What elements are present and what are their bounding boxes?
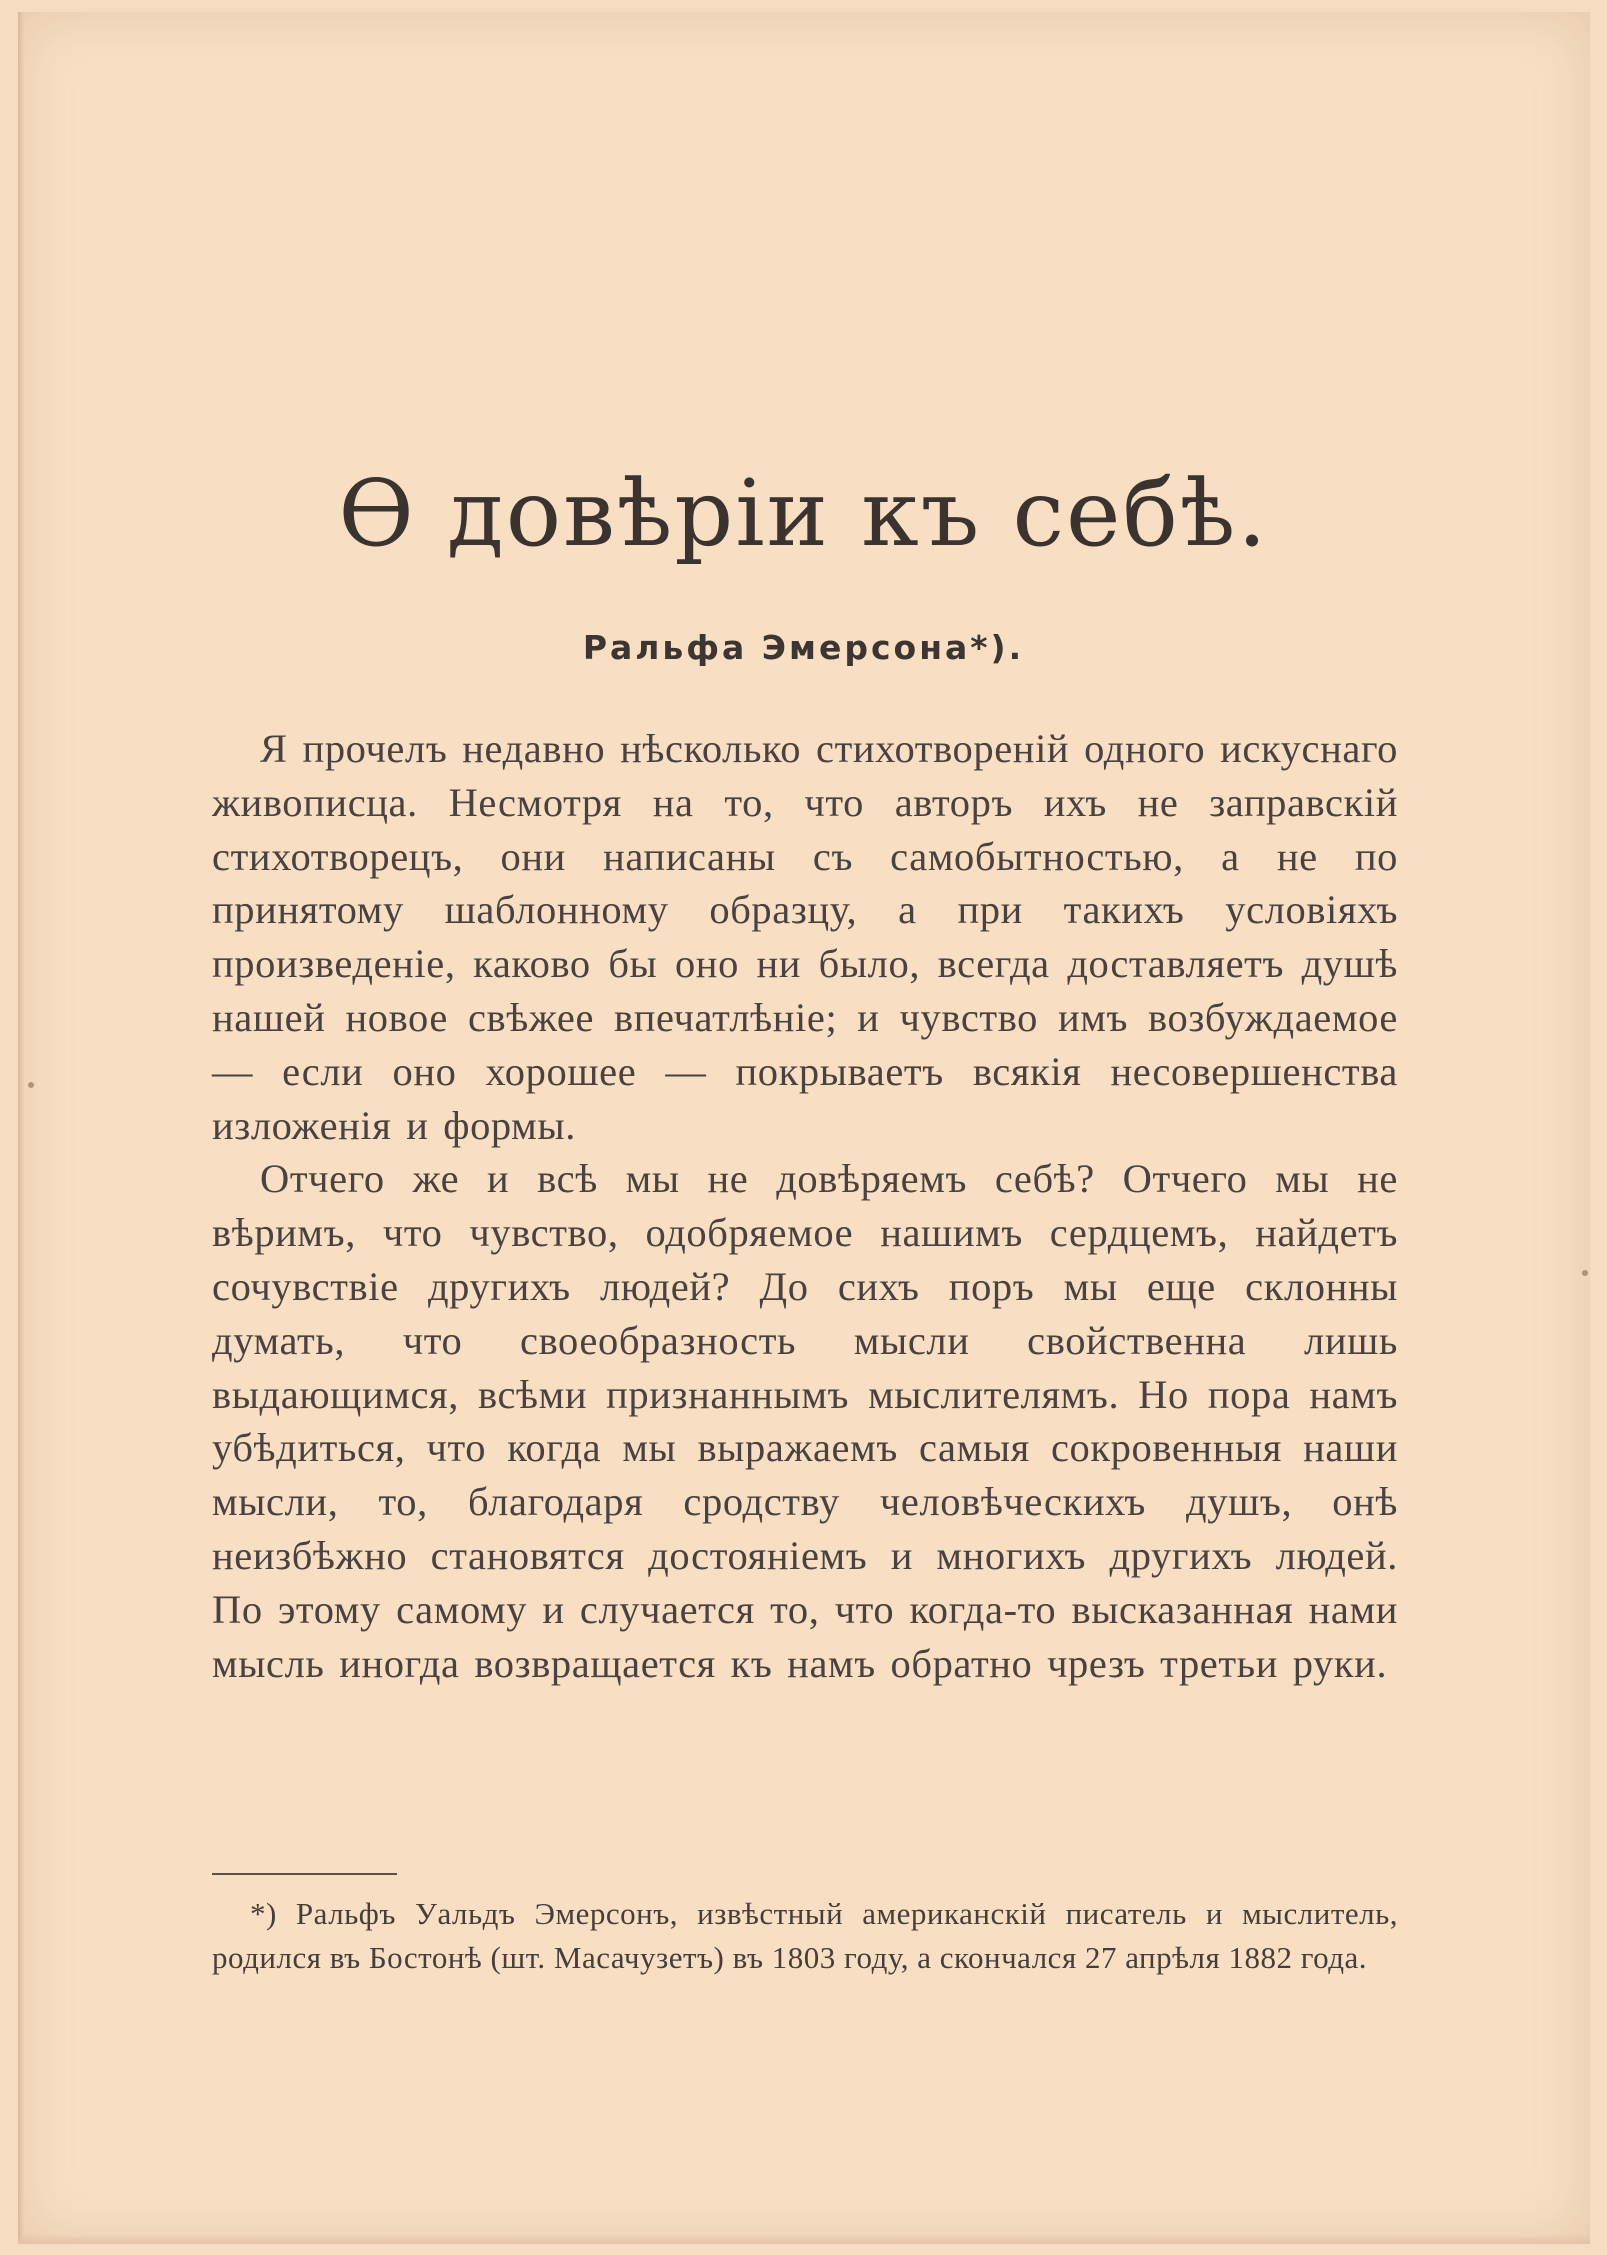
footnote-divider [212,1873,397,1875]
page-edge-bottom [18,2234,1590,2244]
footnote: *) Ральфъ Уальдъ Эмерсонъ, извѣстный американскій писатель и мыслитель, родился въ Бостонѣ (шт. Масачузетъ) въ 1803 году, а скончался 27 апрѣля 1882 года. [212,1896,1398,1975]
page-edge-left [18,12,24,2244]
author-line: Ральфа Эмерсона*). [582,628,1025,667]
paragraph-2: Отчего же и всѣ мы не довѣряемъ себѣ? Отчего мы не вѣримъ, что чувство, одобряемое нашимъ сердцемъ, найдетъ сочувствіе другихъ людей? До сихъ поръ мы еще склонны думать, что своеобразность мысли свойственна лишь выдающимся, всѣми признаннымъ мыслителямъ. Но пора намъ убѣдиться, что когда мы выражаемъ самыя сокровенныя наши мысли, то, благодаря сродству человѣческихъ душъ, онѣ неизбѣжно становятся достояніемъ и многихъ другихъ людей. По этому самому и случается то, что когда-то высказанная нами мысль иногда возвращается къ намъ обратно чрезъ третьи руки. [212,1156,1398,1686]
paragraph-1: Я прочелъ недавно нѣсколько стихотвореній одного искуснаго живописца. Несмотря на то, что авторъ ихъ не заправскій стихотворецъ, они написаны съ самобытностью, а не по принятому шаблонному образцу, а при такихъ условіяхъ произведеніе, каково бы оно ни было, всегда доставляетъ душѣ нашей новое свѣжее впечатлѣніе; и чувство имъ возбуждаемое — если оно хорошее — покрываетъ всякія несовершенства изложенія и формы. [212,726,1398,1148]
body-text [212,722,1398,1690]
paper-speck [1582,1270,1588,1276]
page-title: Ѳ довѣріи къ себѣ. [338,460,1269,567]
paper-speck [28,1082,34,1088]
